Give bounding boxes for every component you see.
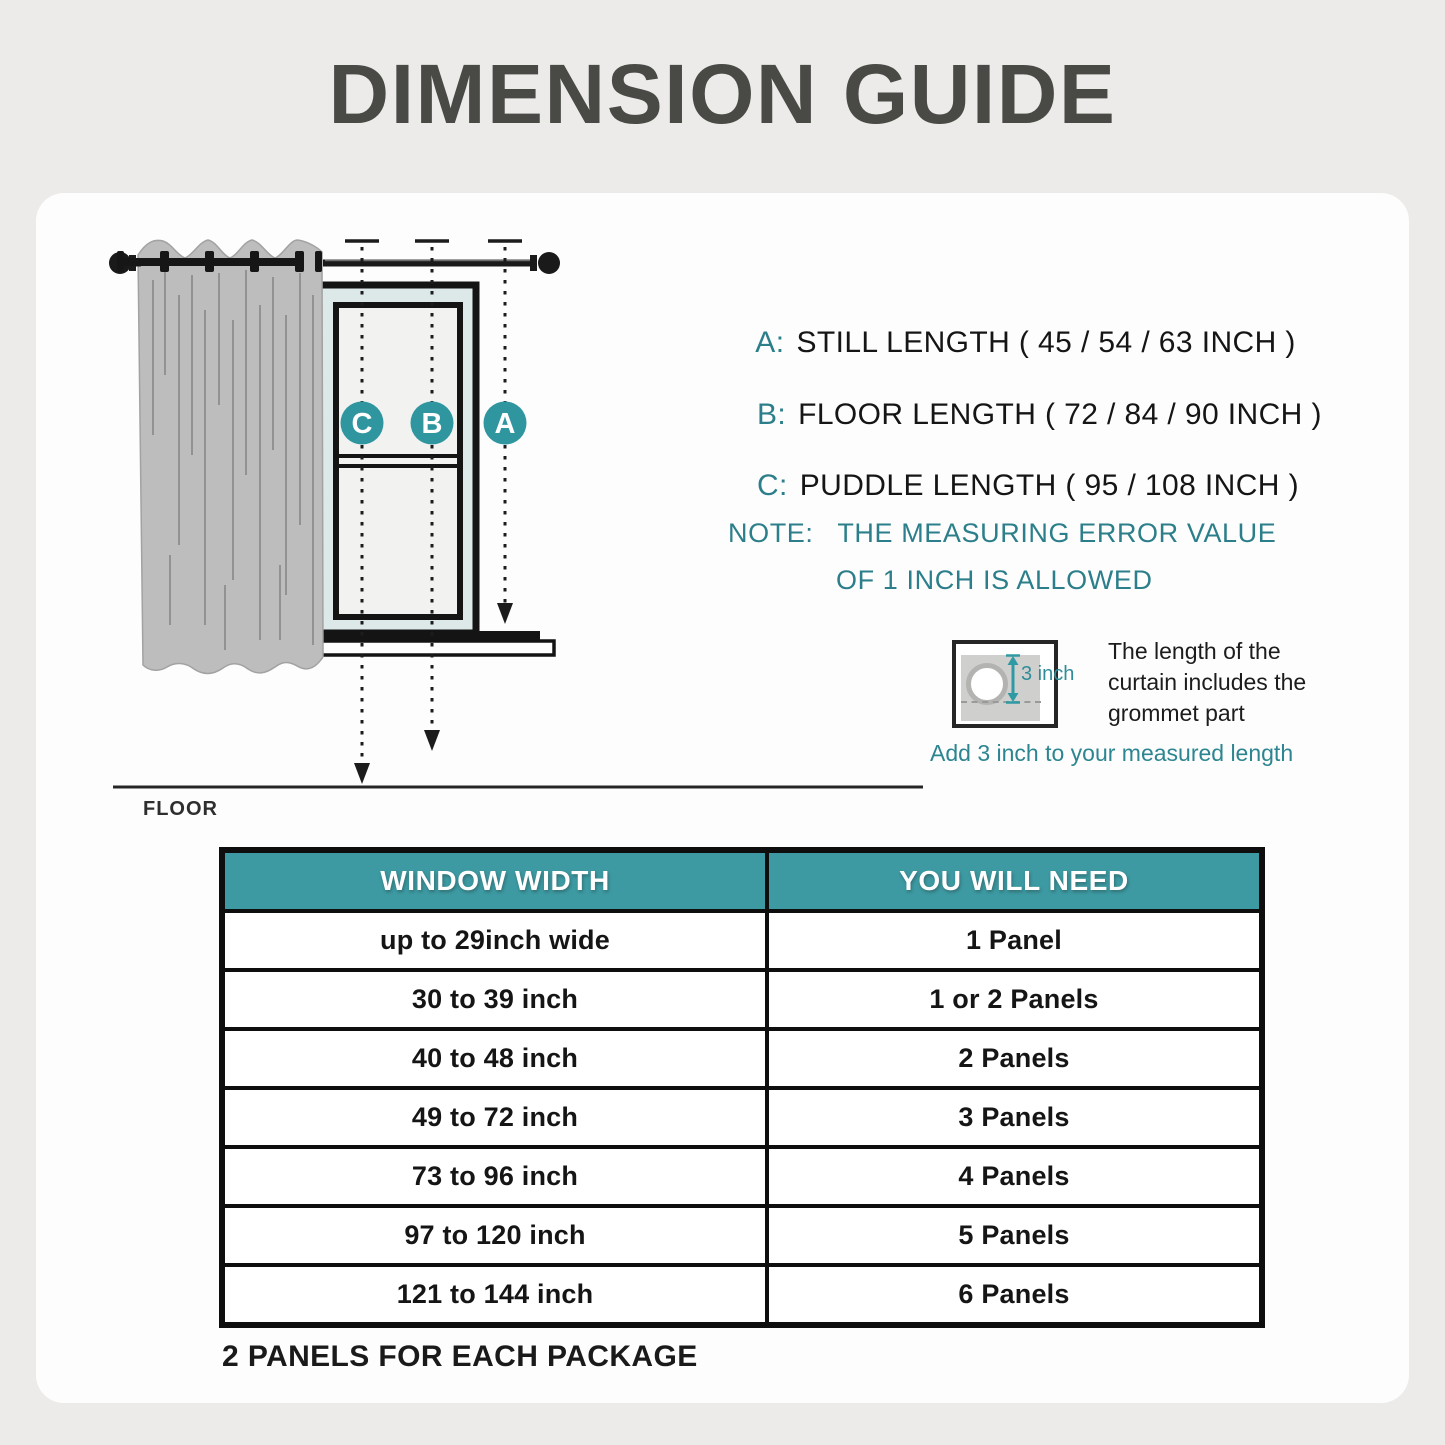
spec-text-a: STILL LENGTH ( 45 / 54 / 63 INCH ) xyxy=(796,326,1296,359)
cell-window-width: 40 to 48 inch xyxy=(222,1029,767,1088)
spec-letter-b: B: xyxy=(756,398,787,431)
grommet-description: The length of the curtain includes the grommet part xyxy=(1108,638,1307,726)
curtain-illustration xyxy=(138,240,323,673)
cell-panels-needed: 4 Panels xyxy=(767,1147,1262,1206)
cell-window-width: 49 to 72 inch xyxy=(222,1088,767,1147)
measurement-badges xyxy=(341,402,527,445)
cell-window-width: 121 to 144 inch xyxy=(222,1265,767,1325)
table-row xyxy=(222,911,1262,970)
badge-a-letter: A xyxy=(494,408,516,440)
cell-panels-needed: 1 Panel xyxy=(767,911,1262,970)
grommet-dashed-line xyxy=(961,701,1041,703)
header-window-width: WINDOW WIDTH xyxy=(222,850,767,911)
note-line-2: OF 1 INCH IS ALLOWED xyxy=(836,565,1153,595)
spec-text-c: PUDDLE LENGTH ( 95 / 108 INCH ) xyxy=(799,469,1299,502)
table-row xyxy=(222,1088,1262,1147)
panel-size-table xyxy=(219,847,1265,1328)
table-row xyxy=(222,970,1262,1029)
spec-letter-c: C: xyxy=(756,469,788,502)
spec-text-b: FLOOR LENGTH ( 72 / 84 / 90 INCH ) xyxy=(798,398,1322,431)
badge-c-letter: C xyxy=(351,408,373,440)
header-you-will-need: YOU WILL NEED xyxy=(767,850,1262,911)
badge-b-letter: B xyxy=(421,408,443,440)
three-inch-arrow-icon xyxy=(1004,654,1022,704)
cell-panels-needed: 3 Panels xyxy=(767,1088,1262,1147)
cell-window-width: 30 to 39 inch xyxy=(222,970,767,1029)
cell-panels-needed: 6 Panels xyxy=(767,1265,1262,1325)
table-row xyxy=(222,1206,1262,1265)
spec-letter-a: A: xyxy=(755,326,785,359)
table-row xyxy=(222,1029,1262,1088)
cell-panels-needed: 2 Panels xyxy=(767,1029,1262,1088)
note-line-1: NOTE: THE MEASURING ERROR VALUE xyxy=(728,518,1277,548)
table-row xyxy=(222,1147,1262,1206)
cell-window-width: 97 to 120 inch xyxy=(222,1206,767,1265)
grommet-ring-icon xyxy=(966,663,1008,705)
table-header-row xyxy=(222,850,1262,911)
cell-window-width: 73 to 96 inch xyxy=(222,1147,767,1206)
cell-panels-needed: 1 or 2 Panels xyxy=(767,970,1262,1029)
floor-label: FLOOR xyxy=(143,798,218,820)
cell-panels-needed: 5 Panels xyxy=(767,1206,1262,1265)
grommet-tip: Add 3 inch to your measured length xyxy=(930,740,1294,766)
table-row xyxy=(222,1265,1262,1325)
package-note: 2 PANELS FOR EACH PACKAGE xyxy=(222,1340,698,1373)
cell-window-width: up to 29inch wide xyxy=(222,911,767,970)
grommet-measure-label: 3 inch xyxy=(1021,663,1075,685)
page-title: DIMENSION GUIDE xyxy=(328,47,1117,141)
